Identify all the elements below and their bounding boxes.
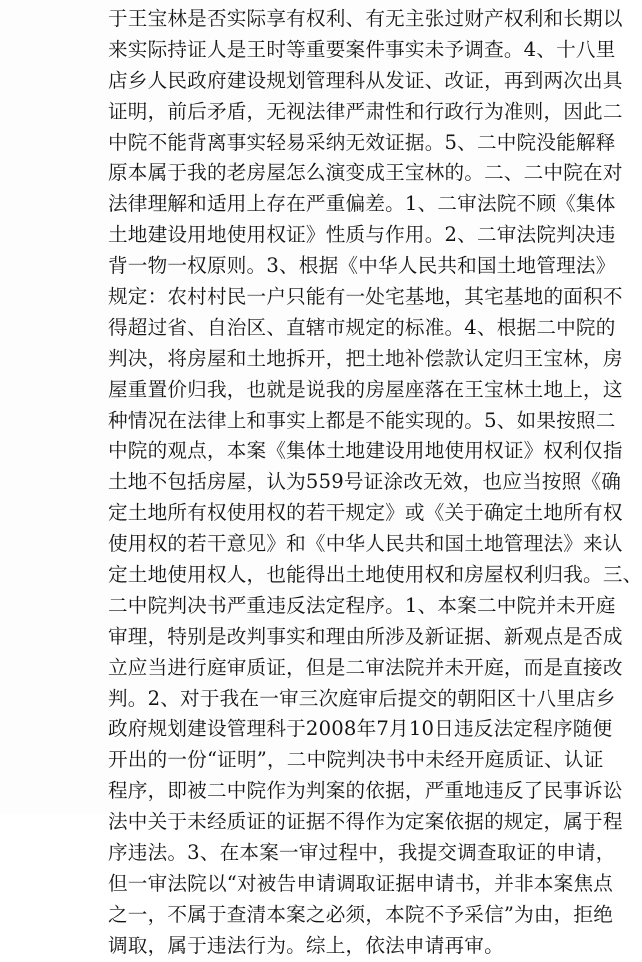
document-line: 土地不包括房屋，认为559号证涂改无效，也应当按照《确 bbox=[108, 470, 622, 494]
document-line: 店乡人民政府建设规划管理科从发证、改证，再到两次出具 bbox=[108, 68, 623, 92]
document-line: 来实际持证人是王时等重要案件事实未予调查。4、十八里 bbox=[108, 37, 616, 61]
document-line: 判决，将房屋和土地拆开，把土地补偿款认定归王宝林，房 bbox=[108, 346, 623, 370]
document-line: 审理，特别是改判事实和理由所涉及新证据、新观点是否成 bbox=[108, 624, 623, 648]
document-line: 中院不能背离事实轻易采纳无效证据。5、二中院没能解释 bbox=[108, 130, 616, 154]
document-line: 法中关于未经质证的证据不得作为定案依据的规定，属于程 bbox=[108, 810, 623, 834]
document-line: 土地建设用地使用权证》性质与作用。2、二审法院判决违 bbox=[108, 223, 616, 247]
document-line: 但一审法院以“对被告申请调取证据申请书，并非本案焦点 bbox=[108, 871, 614, 895]
document-body-text bbox=[108, 4, 642, 962]
document-line: 规定：农村村民一户只能有一处宅基地，其宅基地的面积不 bbox=[108, 285, 623, 309]
document-line: 开出的一份“证明”，二中院判决书中未经开庭质证、认证 bbox=[108, 748, 604, 772]
document-line: 定土地所有权使用权的若干规定》或《关于确定土地所有权 bbox=[108, 501, 623, 525]
document-line: 背一物一权原则。3、根据《中华人民共和国土地管理法》 bbox=[108, 254, 616, 278]
document-line: 判。2、对于我在一审三次庭审后提交的朝阳区十八里店乡 bbox=[108, 686, 616, 710]
document-line: 原本属于我的老房屋怎么演变成王宝林的。二、二中院在对 bbox=[108, 161, 623, 185]
document-line: 政府规划建设管理科于2008年7月10日违反法定程序随便 bbox=[108, 717, 613, 741]
document-line: 法律理解和适用上存在严重偏差。1、二审法院不顾《集体 bbox=[108, 192, 616, 216]
document-line: 二中院判决书严重违反法定程序。1、本案二中院并未开庭 bbox=[108, 593, 616, 617]
document-line: 中院的观点，本案《集体土地建设用地使用权证》权利仅指 bbox=[108, 439, 623, 463]
document-line: 立应当进行庭审质证，但是二审法院并未开庭，而是直接改 bbox=[108, 655, 623, 679]
document-line: 证明，前后矛盾，无视法律严肃性和行政行为准则，因此二 bbox=[108, 99, 623, 123]
document-line: 于王宝林是否实际享有权利、有无主张过财产权利和长期以 bbox=[108, 7, 623, 30]
document-line: 得超过省、自治区、直辖市规定的标准。4、根据二中院的 bbox=[108, 315, 616, 339]
document-line: 定土地使用权人，也能得出土地使用权和房屋权利归我。三、 bbox=[108, 563, 642, 587]
document-line: 调取，属于违法行为。综上，依法申请再审。 bbox=[108, 933, 504, 957]
document-line: 程序，即被二中院作为判案的依据，严重地违反了民事诉讼 bbox=[108, 779, 623, 803]
document-line: 种情况在法律上和事实上都是不能实现的。5、如果按照二 bbox=[108, 408, 616, 432]
document-line: 之一，不属于查清本案之必须，本院不予采信”为由，拒绝 bbox=[108, 902, 614, 926]
document-line: 使用权的若干意见》和《中华人民共和国土地管理法》来认 bbox=[108, 532, 623, 556]
document-line: 序违法。3、在本案一审过程中，我提交调查取证的申请， bbox=[108, 841, 616, 865]
document-line: 屋重置价归我，也就是说我的房屋座落在王宝林土地上，这 bbox=[108, 377, 623, 401]
